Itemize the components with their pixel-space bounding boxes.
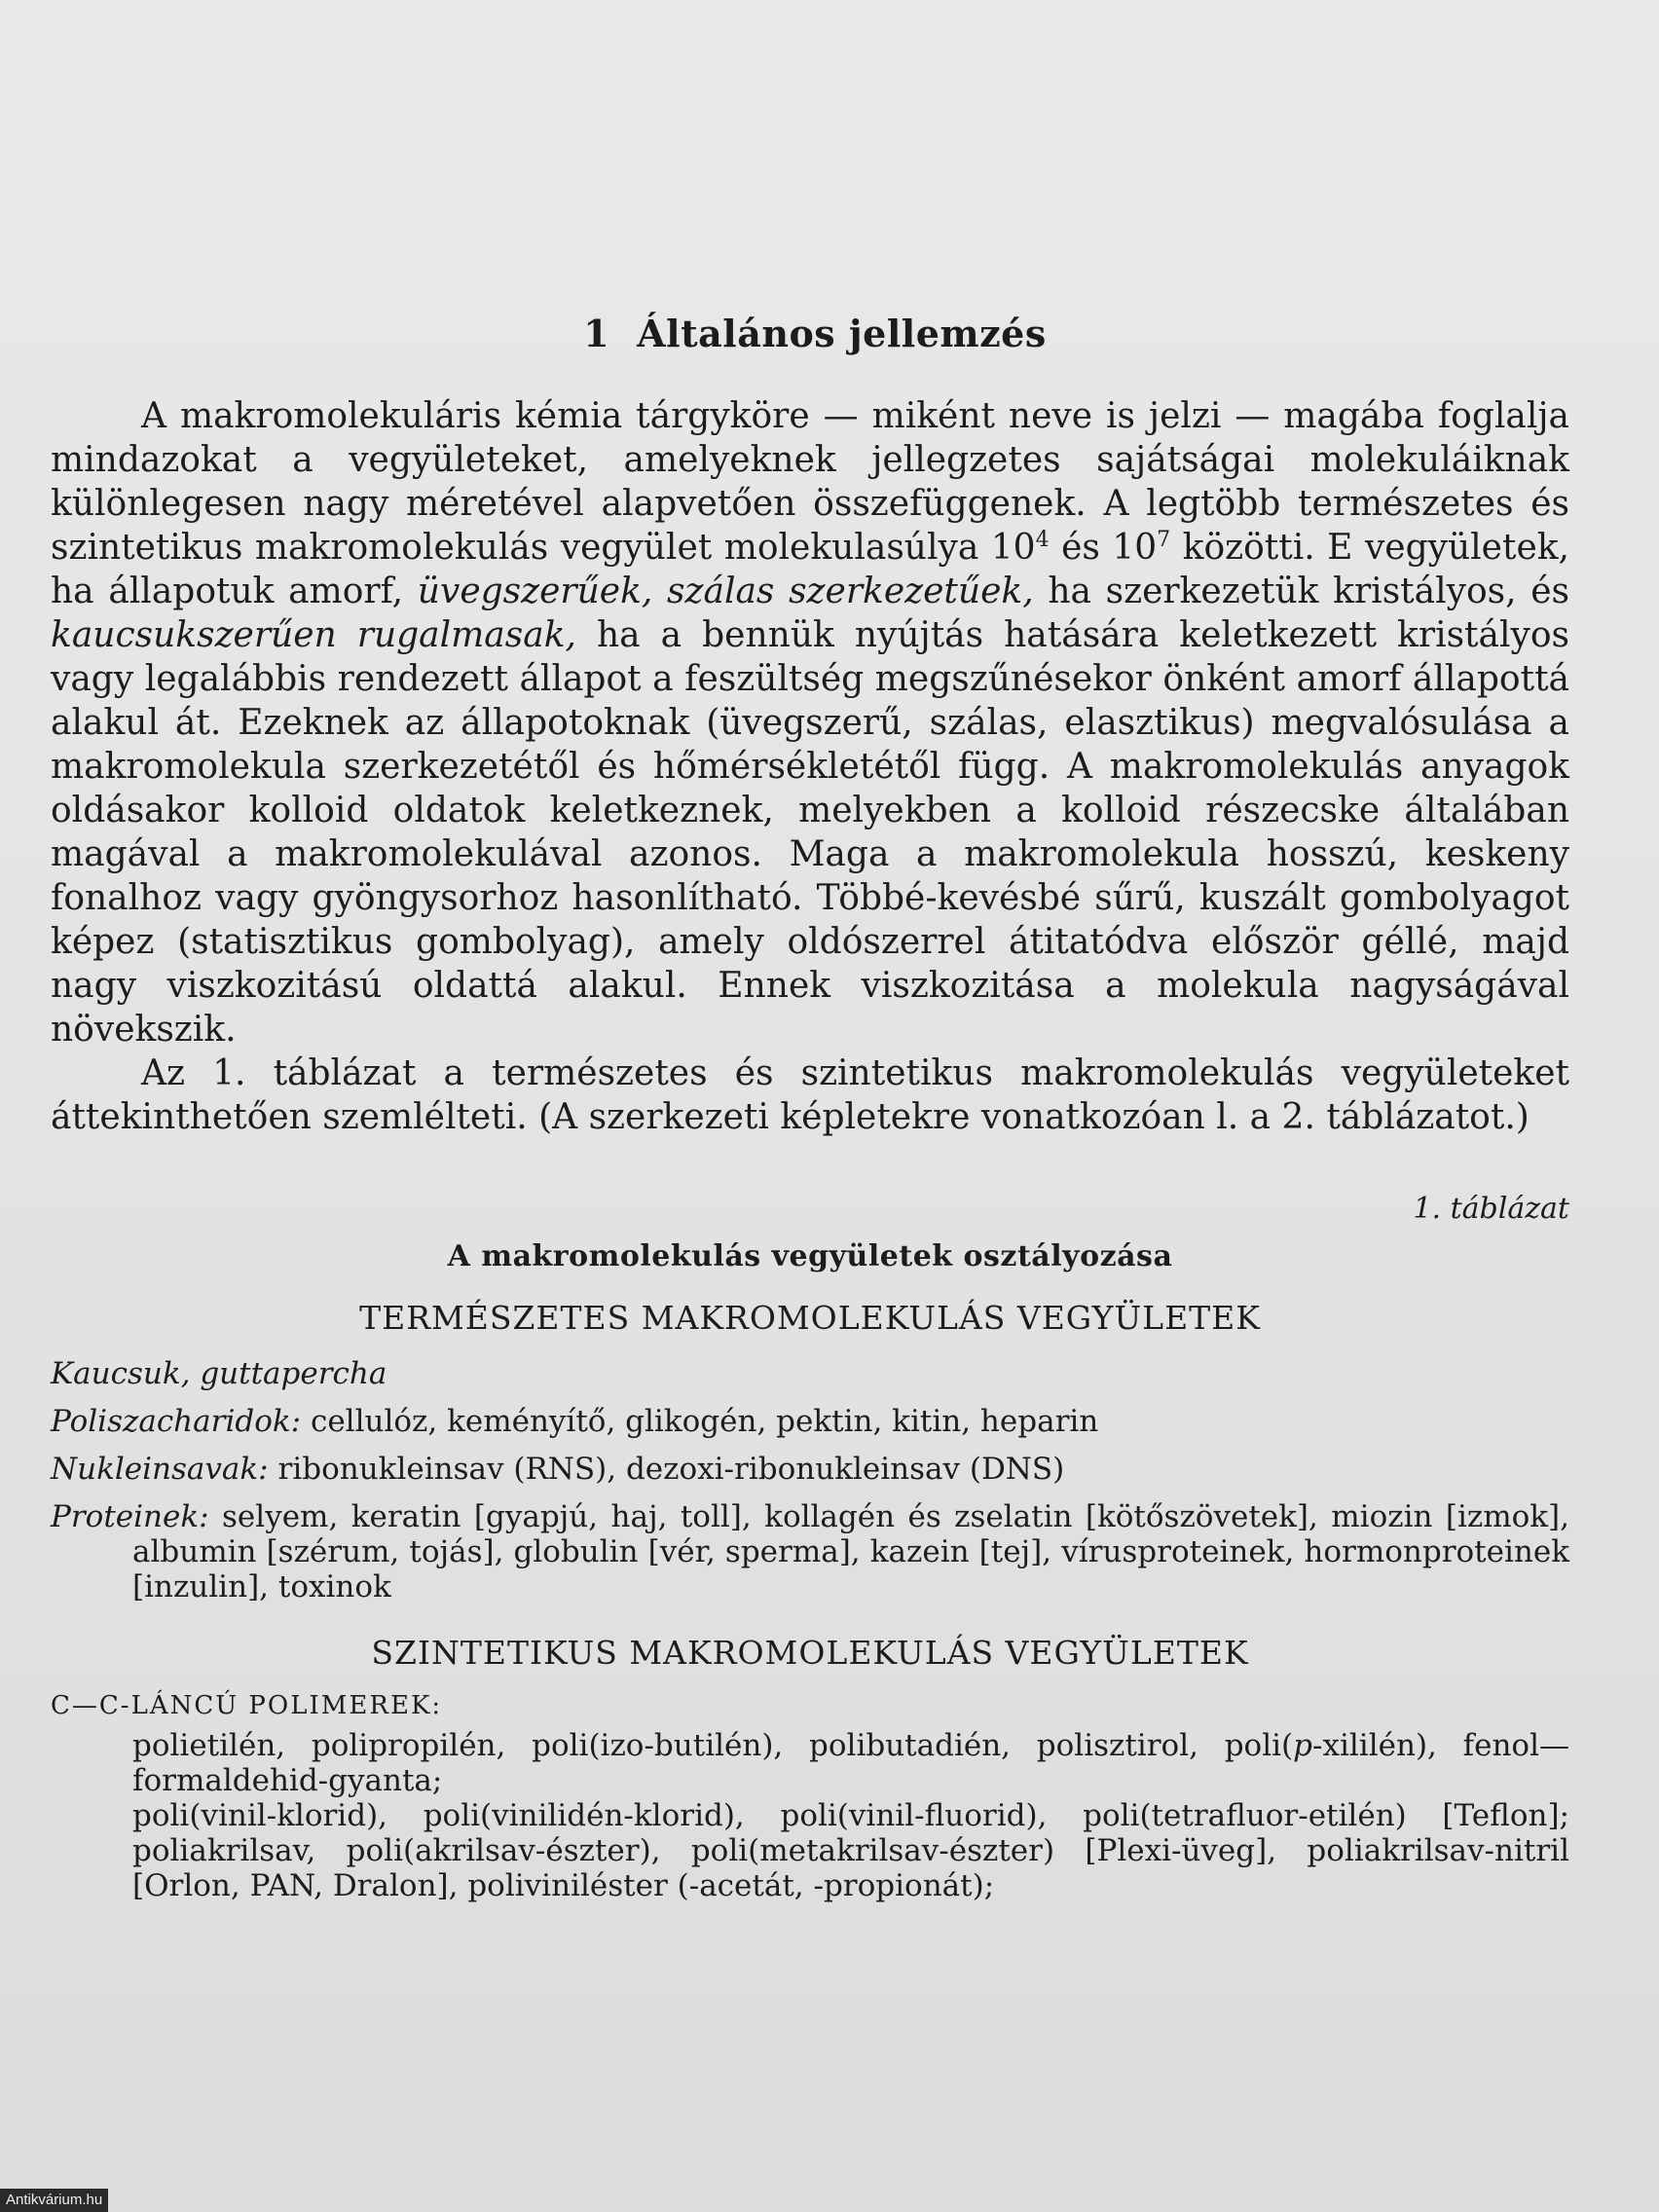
para-text: közötti. E vegyületek, ha állapotuk amorf, (51, 528, 1569, 611)
entry-label: Nukleinsavak: (51, 1452, 269, 1487)
section-heading (51, 312, 1569, 355)
paragraph-intro (51, 394, 1569, 1051)
entry-label: Poliszacharidok: (51, 1404, 302, 1439)
watermark-badge: Antikvárium.hu (0, 2189, 108, 2212)
table-entry (51, 1499, 1569, 1604)
polymer-list-item: poli(vinil-klorid), poli(vinilidén-klorid), poli(vinil-fluorid), poli(tetrafluor-etilén) [Teflon]; poliakrilsav, poli(akrilsav-észter), poli(metakrilsav-észter) [Plexi-üveg], poliakrilsav-nitril [Orlon, PAN, Dralon], poliviniléster (-acetát, -propionát); (132, 1798, 1569, 1903)
table-entry (51, 1452, 1569, 1487)
section-title: Általános jellemzés (637, 312, 1047, 355)
para-text: A makromolekuláris kémia tárgyköre — miként neve is jelzi — magába foglalja mindazokat a vegyületeket, amelyeknek jellegzetes sajátságai molekuláiknak különlegesen nagy méretével alapvetően összefüggenek. A legtöbb természetes és szintetikus makromolekulás vegyület molekulasúlya 10 (51, 396, 1569, 568)
item-text: -xililén), fenol—formaldehid-gyanta; (132, 1728, 1569, 1798)
exponent: 4 (1035, 528, 1050, 552)
table-title: A makromolekulás vegyületek osztályozása (447, 1239, 1173, 1273)
entry-text: cellulóz, keményítő, glikogén, pektin, kitin, heparin (301, 1404, 1099, 1439)
table-entry (51, 1356, 1569, 1391)
natural-section-title: TERMÉSZETES MAKROMOLEKULÁS VEGYÜLETEK (359, 1299, 1261, 1337)
document-body (51, 312, 1569, 1903)
para-text: ha szerkezetük kristályos, és (1033, 571, 1569, 611)
entry-text: selyem, keratin [gyapjú, haj, toll], kollagén és zselatin [kötőszövetek], miozin [izmok], albumin [szérum, tojás], globulin [vér, sperma], kazein [tej], vírusproteinek, hormonproteinek [inzulin], toxinok (132, 1499, 1569, 1604)
paragraph-table-ref: Az 1. táblázat a természetes és szintetikus makromolekulás vegyületeket áttekinthetően szemlélteti. (A szerkezeti képletekre vonatkozóan l. a 2. táblázatot.) (51, 1053, 1569, 1137)
section-number: 1 (583, 312, 610, 355)
synthetic-section-title: SZINTETIKUS MAKROMOLEKULÁS VEGYÜLETEK (371, 1634, 1249, 1672)
entry-text: ribonukleinsav (RNS), dezoxi-ribonukleinsav (DNS) (268, 1452, 1065, 1487)
emphasis: üvegszerűek, szálas szerkezetűek, (417, 571, 1034, 611)
para-text: és 10 (1049, 528, 1158, 568)
exponent: 7 (1157, 528, 1171, 552)
para-text: ha a bennük nyújtás hatására keletkezett kristályos vagy legalábbis rendezett állapot a feszültség megszűnésekor önként amorf állapottá alakul át. Ezeknek az állapotoknak (üvegszerű, szálas, elasztikus) megvalósulása a makromolekula szerkezetétől és hőmérsékletétől függ. A makromolekulás anyagok oldásakor kolloid oldatok keletkeznek, melyekben a kolloid részecske általában magával a makromolekulával azonos. Maga a makromolekula hosszú, keskeny fonalhoz vagy gyöngysorhoz hasonlítható. Többé-kevésbé sűrű, kuszált gombolyagot képez (statisztikus gombolyag), amely oldószerrel átitatódva először géllé, majd nagy viszkozitású oldattá alakul. Ennek viszkozitása a molekula nagyságával növekszik. (51, 615, 1569, 1050)
table-label: 1. táblázat (1413, 1192, 1569, 1226)
polymer-list-item (51, 1728, 1569, 1798)
item-text: polietilén, polipropilén, poli(izo-butilén), polibutadién, polisztirol, poli( (132, 1728, 1294, 1763)
entry-label: Proteinek: (51, 1499, 209, 1534)
polymer-subheading: C—C-LÁNCÚ POLIMEREK: (51, 1691, 443, 1720)
emphasis: p (1293, 1728, 1313, 1763)
entry-label: Kaucsuk, guttapercha (51, 1356, 387, 1391)
table-entry (51, 1404, 1569, 1439)
emphasis: kaucsukszerűen rugalmasak, (51, 615, 576, 655)
